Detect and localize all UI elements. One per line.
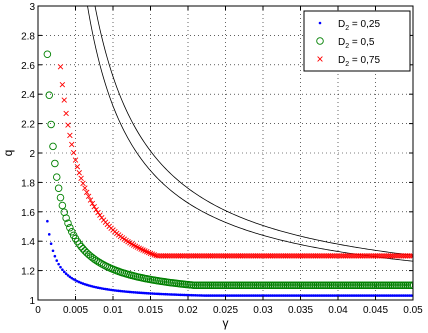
data-point: [53, 174, 60, 181]
data-point: [82, 186, 87, 191]
x-tick-label: 0.04: [328, 305, 348, 316]
data-point: [59, 202, 66, 209]
data-point: [46, 220, 49, 223]
y-axis-label: q: [1, 149, 15, 157]
data-point: [96, 210, 101, 215]
data-point: [66, 123, 71, 128]
data-point: [48, 121, 55, 128]
data-point: [61, 268, 64, 271]
data-point: [48, 233, 51, 236]
data-point: [59, 266, 62, 269]
x-tick-label: 0.035: [287, 305, 314, 316]
data-point: [46, 92, 53, 99]
data-point: [64, 111, 69, 116]
data-point: [62, 98, 67, 103]
series-2: [58, 64, 415, 258]
data-point: [57, 194, 64, 201]
data-point: [55, 259, 58, 262]
x-tick-label: 0.02: [178, 305, 198, 316]
legend-marker: [319, 22, 322, 25]
data-point: [63, 271, 66, 274]
y-tick-label: 1.8: [21, 178, 35, 190]
y-tick-label: 2.6: [21, 60, 35, 72]
data-point: [69, 142, 74, 147]
data-point: [54, 255, 57, 258]
x-tick-label: 0.045: [362, 305, 389, 316]
data-point: [52, 160, 59, 167]
y-tick-label: 2.4: [21, 90, 35, 102]
data-point: [50, 143, 57, 150]
data-point: [44, 51, 51, 58]
data-point: [60, 82, 65, 87]
data-point: [77, 170, 82, 175]
data-series: [44, 51, 416, 297]
x-tick-label: 0: [35, 305, 41, 316]
x-tick-label: 0.03: [253, 305, 273, 316]
data-point: [50, 242, 53, 245]
data-point: [57, 263, 60, 266]
data-point: [81, 181, 86, 186]
x-tick-label: 0.005: [62, 305, 89, 316]
y-tick-label: 1.6: [21, 207, 35, 219]
legend-label: $D_2 = 0,5$: [338, 37, 375, 50]
data-point: [52, 249, 55, 252]
data-point: [71, 150, 76, 155]
legend: [304, 11, 410, 71]
series-1: [44, 51, 416, 289]
y-tick-label: 2.2: [21, 119, 35, 131]
y-tick-label: 1.4: [21, 237, 35, 249]
x-axis-label: γ: [222, 316, 229, 330]
data-point: [82, 248, 89, 255]
x-tick-label: 0.05: [403, 305, 423, 316]
y-tick-label: 1.2: [21, 266, 35, 278]
data-point: [79, 176, 84, 181]
y-tick-label: 2: [29, 149, 35, 160]
x-tick-label: 0.015: [137, 305, 164, 316]
y-tick-label: 1: [29, 296, 35, 307]
y-tick-label: 2.8: [21, 31, 35, 43]
data-point: [58, 64, 63, 69]
data-point: [55, 185, 62, 192]
data-point: [67, 133, 72, 138]
y-tick-label: 3: [29, 2, 35, 13]
legend-label: $D_2 = 0,25$: [338, 19, 380, 32]
x-tick-label: 0.025: [212, 305, 239, 316]
x-tick-label: 0.01: [103, 305, 123, 316]
legend-label: $D_2 = 0,75$: [338, 55, 380, 68]
